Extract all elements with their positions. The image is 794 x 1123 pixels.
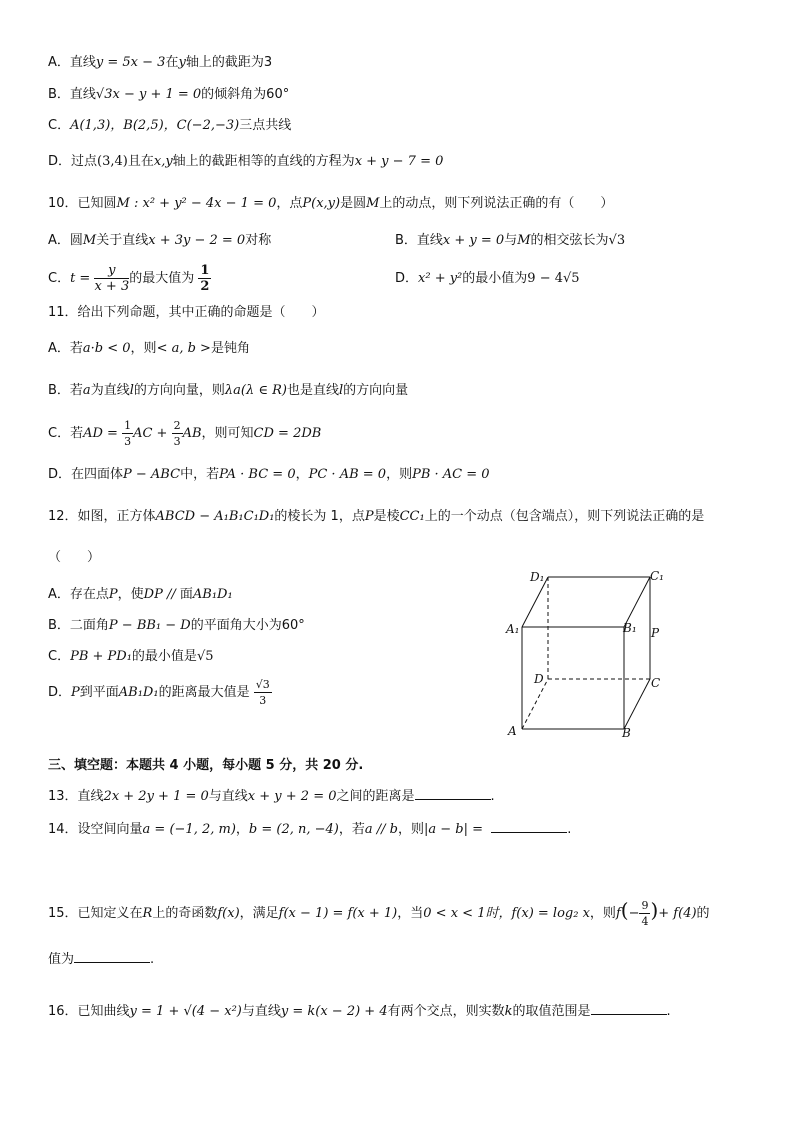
q12-paren: （ ） — [48, 550, 101, 565]
label-D1: D₁ — [530, 570, 545, 584]
label-D: D — [534, 672, 544, 686]
q13: 13．直线2x + 2y + 1 = 0与直线x + y + 2 = 0之间的距离是 . — [48, 789, 495, 804]
fraction-value: $\frac{1}{2}$ — [200, 263, 210, 294]
q16: 16．已知曲线y = 1 + √(4 − x²)与直线y = k(x − 2) + 4有两个交点，则实数k的取值范围是 . — [48, 1004, 671, 1019]
q15: 15．已知定义在R上的奇函数f(x)，满足f(x − 1) = f(x + 1)，当0 < x < 1时，f(x) = log₂ x，则f(− $\frac{9}{4}$ )+ f(4)的 — [48, 898, 710, 928]
q9-option-c: C．A(1,3)，B(2,5)，C(−2,−3)三点共线 — [48, 118, 292, 133]
label-B1: B₁ — [623, 621, 637, 635]
q12-option-d: D．P到平面AB₁D₁的距离最大值是 $\frac{√3}{3}$ — [48, 678, 270, 707]
q11-option-b: B．若a为直线l的方向向量，则λa(λ ∈ R)也是直线l的方向向量 — [48, 383, 409, 398]
fraction: $\frac{y}{x + 3}$ — [94, 263, 130, 294]
section-title: 三、填空题：本题共 4 小题，每小题 5 分，共 20 分. — [48, 758, 364, 773]
q11-option-d: D．在四面体P − ABC中，若PA · BC = 0，PC · AB = 0，则PB · AC = 0 — [48, 467, 490, 482]
q10-option-c: C．t = $\frac{y}{x + 3}$ 的最大值为 $\frac{1}{2}$ — [48, 263, 210, 294]
label-A: A — [508, 724, 517, 738]
label-A1: A₁ — [506, 622, 520, 636]
q12-option-c: C．PB + PD₁的最小值是√5 — [48, 649, 214, 664]
q10-option-a: A．圆M关于直线x + 3y − 2 = 0对称 — [48, 233, 272, 248]
q12-option-a: A．存在点P，使DP // 面AB₁D₁ — [48, 587, 233, 602]
answer-blank[interactable] — [591, 1002, 667, 1015]
q9-option-d: D．过点(3,4)且在x,y轴上的截距相等的直线的方程为x + y − 7 = 0 — [48, 154, 444, 169]
q12-stem: 12．如图，正方体ABCD − A₁B₁C₁D₁的棱长为 1，点P是棱CC₁上的一个动点（包含端点），则下列说法正确的是 — [48, 509, 705, 524]
q9-option-a: A．直线y = 5x − 3在y轴上的截距为3 — [48, 55, 273, 70]
label-C1: C₁ — [650, 569, 664, 583]
answer-blank[interactable] — [74, 950, 150, 963]
answer-blank[interactable] — [415, 787, 491, 800]
q11-stem: 11．给出下列命题，其中正确的命题是（ ） — [48, 305, 325, 320]
q10-option-d: D．x² + y²的最小值为9 − 4√5 — [395, 271, 580, 286]
answer-blank[interactable] — [491, 820, 567, 833]
label-P: P — [651, 626, 660, 640]
q14: 14．设空间向量a = (−1, 2, m)，b = (2, n, −4)，若a // b，则|a − b| = . — [48, 822, 572, 837]
q11-option-a: A．若a·b < 0，则< a, b >是钝角 — [48, 341, 250, 356]
q10-option-b: B．直线x + y = 0与M的相交弦长为√3 — [395, 233, 626, 248]
q12-option-b: B．二面角P − BB₁ − D的平面角大小为60° — [48, 618, 305, 633]
label-B: B — [622, 726, 631, 740]
label-C: C — [651, 676, 661, 690]
q9-option-b: B．直线√3x − y + 1 = 0的倾斜角为60° — [48, 87, 290, 102]
cube-figure — [500, 565, 680, 745]
q10-stem: 10．已知圆M : x² + y² − 4x − 1 = 0，点P(x,y)是圆M上的动点，则下列说法正确的有（ ） — [48, 196, 614, 211]
q11-option-c: C．若AD = $\frac{1}{3}$ AC + $\frac{2}{3}$ AB，则可知CD = 2DB — [48, 419, 322, 448]
q15-line2: 值为 . — [48, 952, 155, 967]
